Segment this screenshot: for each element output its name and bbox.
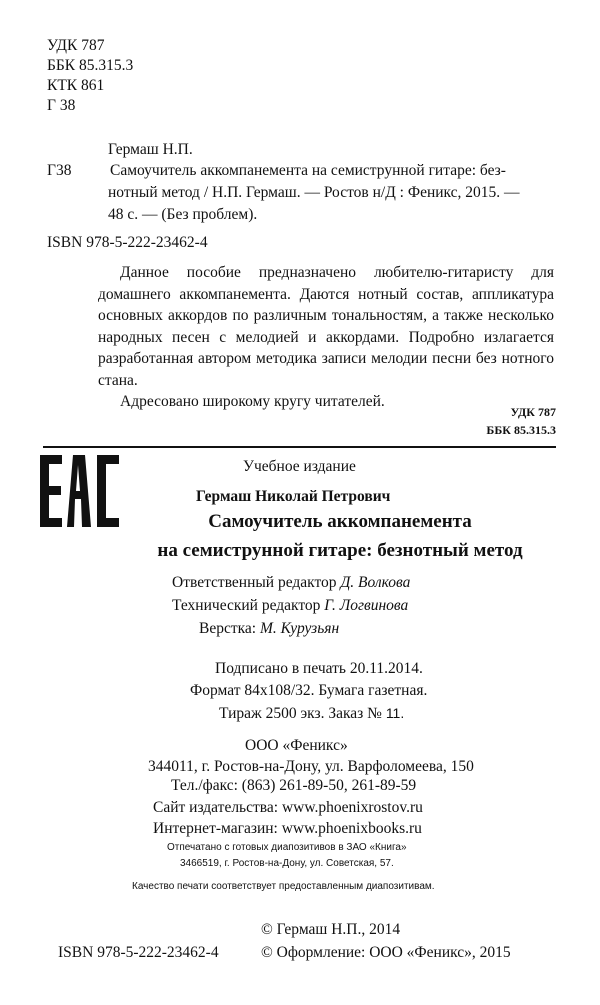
book-title	[100, 510, 580, 563]
author-mark: Г 38	[47, 97, 76, 114]
publisher-address: 344011, г. Ростов-на-Дону, ул. Варфоломеева, 150	[148, 758, 474, 775]
copyright-line: © Гермаш Н.П., 2014	[261, 921, 401, 938]
footer-bbk: ББК 85.315.3	[486, 423, 556, 437]
card-code: Г38	[47, 162, 72, 179]
editor-name: Г. Логвинова	[324, 597, 409, 614]
editor-role: Верстка:	[199, 620, 257, 637]
print-run-label: Тираж 2500 экз. Заказ №	[219, 705, 382, 722]
footer-codes	[486, 403, 556, 439]
print-quality: Качество печати соответствует предоставленным диапозитивам.	[132, 881, 435, 892]
card-author: Гермаш Н.П.	[108, 141, 193, 158]
divider	[43, 446, 556, 448]
printer-address: 3466519, г. Ростов-на-Дону, ул. Советская, 57.	[180, 858, 394, 869]
editor-name: Д. Волкова	[340, 574, 411, 591]
publisher-site: Сайт издательства: www.phoenixrostov.ru	[153, 799, 423, 816]
card-description-line: 48 с. — (Без проблем).	[108, 206, 258, 223]
card-description-line: нотный метод / Н.П. Гермаш. — Ростов н/Д : Феникс, 2015. —	[108, 184, 520, 201]
card-description-line: Самоучитель аккомпанемента на семиструнной гитаре: без-	[110, 162, 506, 179]
editor-line	[172, 573, 410, 593]
order-number: 11.	[385, 705, 405, 721]
annotation	[98, 262, 554, 413]
editor-line	[172, 596, 408, 616]
editor-name: М. Курузьян	[259, 620, 340, 637]
publisher-phone: Тел./факс: (863) 261-89-50, 261-89-59	[171, 777, 417, 794]
card-isbn: ISBN 978-5-222-23462-4	[47, 234, 208, 251]
print-run	[219, 703, 404, 724]
copyright-isbn: ISBN 978-5-222-23462-4	[58, 944, 219, 961]
annotation-audience: Адресовано широкому кругу читателей.	[120, 393, 385, 410]
annotation-paragraph: Данное пособие предназначено любителю-гитаристу для домашнего аккомпанемента. Даются нотный состав, аппликатура основных аккордов по различным тональностям, а также несколько народных песен с мелодией и аккордами. Подробно излагается разработанная автором методика записи мелодии песни без нотного стана.	[98, 264, 554, 389]
signed-date: Подписано в печать 20.11.2014.	[215, 660, 423, 677]
publisher-shop: Интернет-магазин: www.phoenixbooks.ru	[153, 820, 422, 837]
editor-role: Ответственный редактор	[172, 574, 337, 591]
footer-udk: УДК 787	[510, 405, 556, 419]
title-line: на семиструнной гитаре: безнотный метод	[157, 540, 523, 561]
editor-line	[199, 619, 339, 639]
printer-line: Отпечатано с готовых диапозитивов в ЗАО «Книга»	[167, 842, 407, 853]
ktk-code: КТК 861	[47, 77, 105, 94]
editor-role: Технический редактор	[172, 597, 321, 614]
copyright-line: © Оформление: ООО «Феникс», 2015	[261, 944, 511, 961]
author-full-name: Гермаш Николай Петрович	[196, 488, 391, 505]
bbk-code: ББК 85.315.3	[47, 57, 134, 74]
publisher-name: ООО «Феникс»	[245, 737, 348, 754]
title-line: Самоучитель аккомпанемента	[208, 511, 472, 532]
udk-code: УДК 787	[47, 37, 105, 54]
format: Формат 84x108/32. Бумага газетная.	[190, 682, 428, 699]
edition-type: Учебное издание	[243, 458, 356, 475]
